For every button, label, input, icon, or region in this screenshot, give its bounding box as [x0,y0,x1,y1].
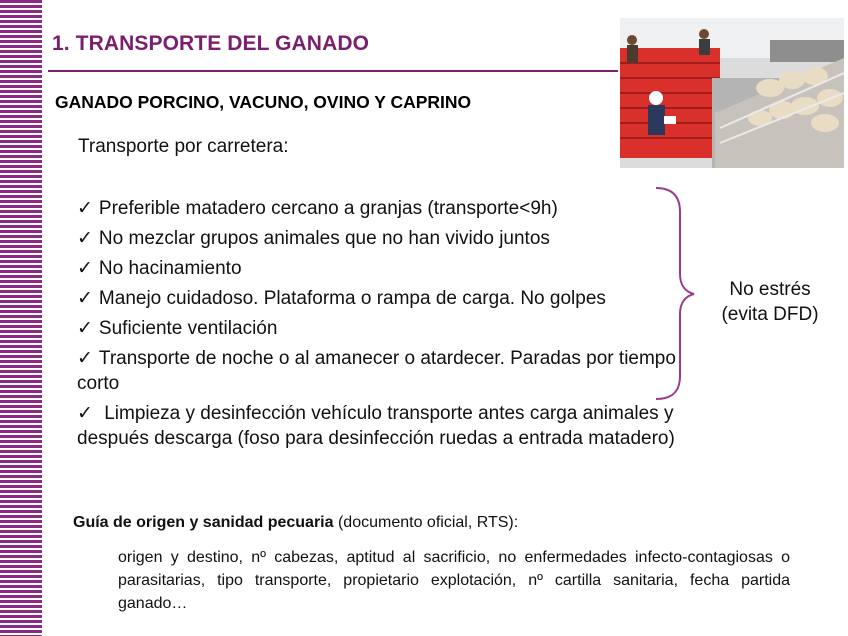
requirements-list [77,196,677,456]
list-item: ✓ Transporte de noche o al amanecer o atardecer. Paradas por tiempo corto [77,348,676,394]
list-item: ✓ Preferible matadero cercano a granjas (transporte<9h) [77,198,558,219]
check-icon: ✓ [77,348,93,369]
curly-brace-icon [652,186,696,401]
check-icon: ✓ [77,258,93,279]
title-divider [48,70,618,72]
check-icon: ✓ [77,288,93,309]
check-icon: ✓ [77,403,93,424]
check-icon: ✓ [77,228,93,249]
guide-description: origen y destino, nº cabezas, aptitud al sacrificio, no enfermedades infecto-contagiosas o parasitarias, tipo transporte, propietario explotación, nº cartilla sanitaria, fecha partida ganado… [118,549,790,612]
list-item: ✓ Limpieza y desinfección vehículo transporte antes carga animales y después descarga (foso para desinfección ruedas a entrada matadero) [77,403,675,449]
list-item: ✓ No mezclar grupos animales que no han vivido juntos [77,228,550,249]
no-stress-note: No estrés (evita DFD) [721,279,819,325]
list-item: ✓ Manejo cuidadoso. Plataforma o rampa de carga. No golpes [77,288,606,309]
livestock-truck-photo [620,18,844,168]
page-title: 1. TRANSPORTE DEL GANADO [52,32,370,55]
list-item: ✓ No hacinamiento [77,258,242,279]
decorative-stripes [0,0,42,636]
intro-text: Transporte por carretera: [78,136,289,157]
check-icon: ✓ [77,198,93,219]
section-subtitle: GANADO PORCINO, VACUNO, OVINO Y CAPRINO [55,92,472,112]
list-item: ✓ Suficiente ventilación [77,318,278,339]
check-icon: ✓ [77,318,93,339]
guide-heading: Guía de origen y sanidad pecuaria (documento oficial, RTS): [73,514,519,531]
